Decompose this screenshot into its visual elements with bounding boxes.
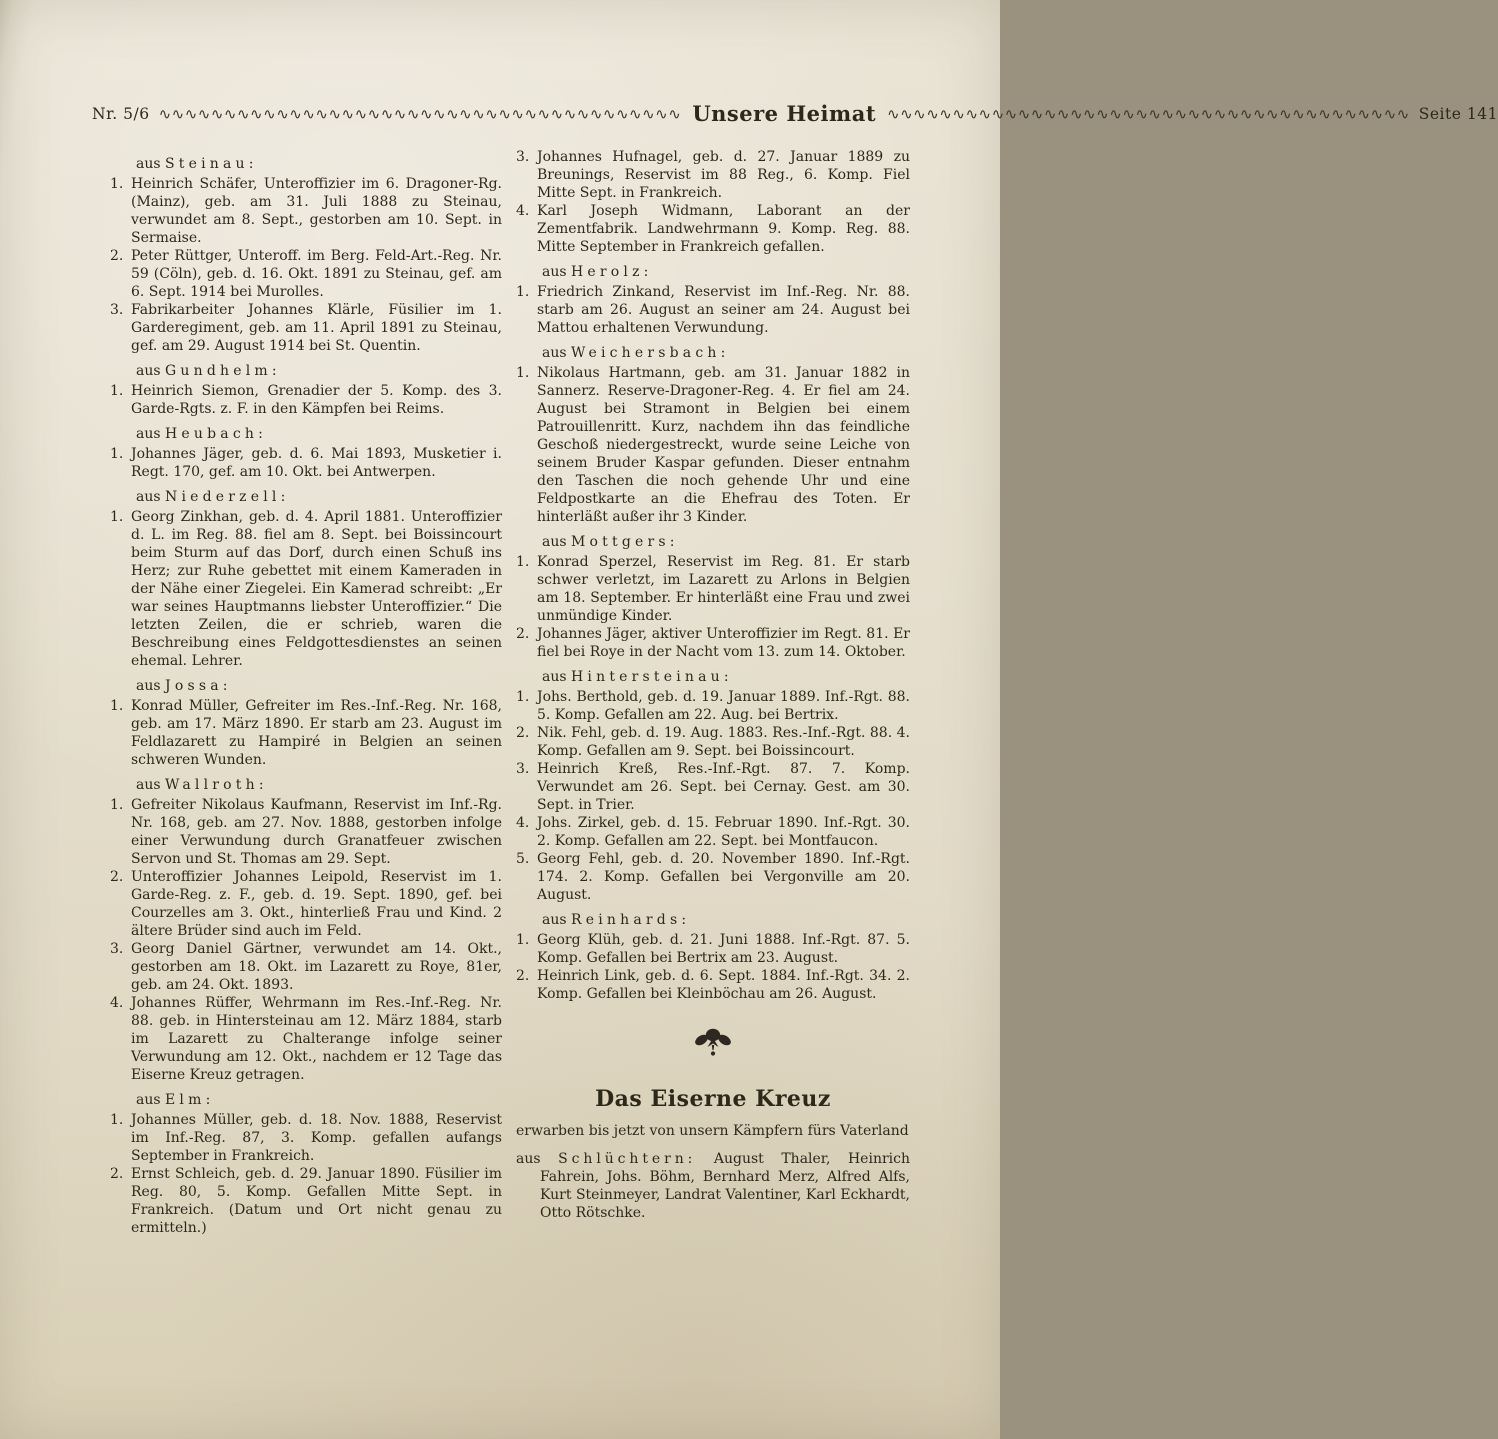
entry-text: Konrad Müller, Gefreiter im Res.-Inf.-Reg. Nr. 168, geb. am 17. März 1890. Er starb am 23. August im Feldlazarett zu Hampiré in Belgien an seinen schweren Wunden. (131, 698, 502, 768)
entry-number: 1. (516, 932, 530, 948)
section-heading-place: Herolz: (571, 264, 653, 280)
wave-ornament-left: ∿∿∿∿∿∿∿∿∿∿∿∿∿∿∿∿∿∿∿∿∿∿∿∿∿∿∿∿∿∿∿∿∿∿∿∿∿∿∿∿ (158, 105, 682, 123)
entry-text: Konrad Sperzel, Reservist im Reg. 81. Er starb schwer verletzt, im Lazarett zu Arlons in Belgien am 18. September. Er hinterläßt eine Frau und zwei unmündige Kinder. (537, 554, 910, 624)
recipients-prefix: aus (516, 1151, 541, 1167)
casualty-entry (110, 301, 502, 355)
section-heading (136, 1091, 502, 1109)
section-heading (542, 911, 910, 929)
entry-text: Peter Rüttger, Unteroff. im Berg. Feld-Art.-Reg. Nr. 59 (Cöln), geb. d. 16. Okt. 1891 zu Steinau, gef. am 6. Sept. 1914 bei Murolles. (131, 248, 502, 300)
section-heading-prefix: aus (542, 345, 567, 361)
fan-fleuron-icon (516, 1027, 910, 1064)
entry-number: 1. (110, 383, 124, 399)
casualty-entry (516, 724, 910, 760)
entry-number: 5. (516, 851, 530, 867)
right-text-column (516, 148, 910, 1222)
casualty-entry (516, 760, 910, 814)
entry-number: 1. (516, 554, 530, 570)
section-heading-place: Hintersteinau: (571, 669, 733, 685)
entry-number: 2. (110, 248, 124, 264)
section-heading-prefix: aus (136, 363, 161, 379)
casualty-entry (516, 625, 910, 661)
entry-number: 3. (110, 941, 124, 957)
entry-number: 1. (516, 689, 530, 705)
entry-text: Johannes Jäger, geb. d. 6. Mai 1893, Musketier i. Regt. 170, gef. am 10. Okt. bei Antwerpen. (131, 446, 502, 480)
recipients-place: Schlüchtern: (558, 1151, 697, 1167)
casualty-entry (516, 364, 910, 526)
entry-text: Friedrich Zinkand, Reservist im Inf.-Reg. Nr. 88. starb am 26. August an seiner am 24. August bei Mattou erhaltenen Verwundung. (537, 284, 910, 336)
section-heading-prefix: aus (542, 534, 567, 550)
entry-number: 1. (110, 1112, 124, 1128)
casualty-entry (110, 697, 502, 769)
casualty-entry (516, 553, 910, 625)
section-heading (136, 155, 502, 173)
section-heading (542, 668, 910, 686)
section-heading-prefix: aus (136, 777, 161, 793)
section-heading-prefix: aus (136, 678, 161, 694)
entry-text: Johs. Zirkel, geb. d. 15. Februar 1890. Inf.-Rgt. 30. 2. Komp. Gefallen am 22. Sept. bei Montfaucon. (537, 815, 910, 849)
entry-text: Heinrich Kreß, Res.-Inf.-Rgt. 87. 7. Komp. Verwundet am 26. Sept. bei Cernay. Gest. am 30. Sept. in Trier. (537, 761, 910, 813)
entry-text: Georg Daniel Gärtner, verwundet am 14. Okt., gestorben am 18. Okt. im Lazarett zu Roye, 81er, geb. am 24. Okt. 1893. (131, 941, 502, 993)
casualty-entry (516, 931, 910, 967)
entry-text: Johannes Jäger, aktiver Unteroffizier im Regt. 81. Er fiel bei Roye in der Nacht vom 13. zum 14. Oktober. (537, 626, 910, 660)
section-heading-prefix: aus (136, 1092, 161, 1108)
section-heading-prefix: aus (542, 912, 567, 928)
casualty-entry (110, 940, 502, 994)
entry-text: Nikolaus Hartmann, geb. am 31. Januar 1882 in Sannerz. Reserve-Dragoner-Reg. 4. Er fiel am 24. August bei Stramont in Belgien bei einem Patrouillenritt. Kurz, nachdem ihn das feindliche Geschoß niedergestreckt, wurde seine Leiche von seinem Bruder Kaspar gefunden. Dieser entnahm den Taschen die noch gehende Uhr und eine Feldpostkarte an die Ehefrau des Toten. Er hinterläßt außer ihr 3 Kinder. (537, 365, 910, 525)
section-heading-prefix: aus (136, 156, 161, 172)
casualty-entry (516, 148, 910, 202)
casualty-entry (110, 382, 502, 418)
section-heading-place: Wallroth: (165, 777, 268, 793)
section-heading-place: Steinau: (165, 156, 258, 172)
section-heading-prefix: aus (542, 264, 567, 280)
section-heading (542, 263, 910, 281)
entry-number: 2. (516, 968, 530, 984)
entry-text: Heinrich Siemon, Grenadier der 5. Komp. des 3. Garde-Rgts. z. F. in den Kämpfen bei Reims. (131, 383, 502, 417)
section-heading-place: Mottgers: (571, 534, 679, 550)
entry-text: Georg Klüh, geb. d. 21. Juni 1888. Inf.-Rgt. 87. 5. Komp. Gefallen bei Bertrix am 23. August. (537, 932, 910, 966)
journal-title: Unsere Heimat (692, 101, 877, 126)
entry-text: Johannes Müller, geb. d. 18. Nov. 1888, Reservist im Inf.-Reg. 87, 3. Komp. gefallen aufangs September in Frankreich. (131, 1112, 502, 1164)
casualty-entry (516, 202, 910, 256)
casualty-entry (516, 814, 910, 850)
page-number: Seite 141 (1418, 104, 1498, 123)
iron-cross-intro: erwarben bis jetzt von unsern Kämpfern fürs Vaterland (516, 1123, 909, 1139)
entry-text: Nik. Fehl, geb. d. 19. Aug. 1883. Res.-Inf.-Rgt. 88. 4. Komp. Gefallen am 9. Sept. bei Boissincourt. (537, 725, 910, 759)
section-heading-place: Elm: (165, 1092, 215, 1108)
wave-ornament-right: ∿∿∿∿∿∿∿∿∿∿∿∿∿∿∿∿∿∿∿∿∿∿∿∿∿∿∿∿∿∿∿∿∿∿∿∿∿∿∿∿ (887, 105, 1410, 123)
entry-text: Heinrich Link, geb. d. 6. Sept. 1884. Inf.-Rgt. 34. 2. Komp. Gefallen bei Kleinböchau am 26. August. (537, 968, 910, 1002)
section-heading (542, 533, 910, 551)
casualty-entry (110, 1165, 502, 1237)
section-heading (136, 362, 502, 380)
entry-text: Heinrich Schäfer, Unteroffizier im 6. Dragoner-Rg. (Mainz), geb. am 31. Juli 1888 zu Steinau, verwundet am 8. Sept., gestorben am 10. Sept. in Sermaise. (131, 176, 502, 246)
section-heading-place: Jossa: (165, 678, 232, 694)
entry-text: Johs. Berthold, geb. d. 19. Januar 1889. Inf.-Rgt. 88. 5. Komp. Gefallen am 22. Aug. bei Bertrix. (537, 689, 910, 723)
casualty-entry (110, 796, 502, 868)
issue-number: Nr. 5/6 (92, 104, 150, 123)
entry-text: Gefreiter Nikolaus Kaufmann, Reservist im Inf.-Rg. Nr. 168, geb. am 27. Nov. 1888, gestorben infolge einer Verwundung durch Granatfeuer zwischen Servon und St. Thomas am 29. Sept. (131, 797, 502, 867)
entry-text: Johannes Hufnagel, geb. d. 27. Januar 1889 zu Breunings, Reservist im 88 Reg., 6. Komp. Fiel Mitte Sept. in Frankreich. (537, 149, 910, 201)
section-heading-prefix: aus (136, 426, 161, 442)
page-header (92, 101, 1498, 126)
entry-text: Georg Zinkhan, geb. d. 4. April 1881. Unteroffizier d. L. im Reg. 88. fiel am 8. Sept. bei Boissincourt beim Sturm auf das Dorf, durch einen Schuß ins Herz; zur Ruhe gebettet mit einem Kameraden in der Nähe einer Ziegelei. Ein Kamerad schreibt: „Er war seines Hauptmanns liebster Unteroffizier.“ Die letzten Zeilen, die er schrieb, waren die Beschreibung eines Feldgottesdienstes an seinen ehemal. Lehrer. (131, 509, 502, 669)
casualty-entry (516, 967, 910, 1003)
entry-number: 4. (110, 995, 124, 1011)
casualty-entry (110, 175, 502, 247)
casualty-entry (110, 508, 502, 670)
entry-number: 1. (110, 509, 124, 525)
entry-text: Fabrikarbeiter Johannes Klärle, Füsilier im 1. Garderegiment, geb. am 11. April 1891 zu Steinau, gef. am 29. August 1914 bei St. Quentin. (131, 302, 502, 354)
section-heading (136, 776, 502, 794)
section-heading-place: Niederzell: (165, 489, 290, 505)
entry-number: 1. (516, 365, 530, 381)
casualty-entry (516, 688, 910, 724)
entry-number: 1. (110, 176, 124, 192)
section-heading-place: Gundhelm: (165, 363, 281, 379)
entry-text: Johannes Rüffer, Wehrmann im Res.-Inf.-Reg. Nr. 88. geb. in Hintersteinau am 12. März 1884, starb im Lazarett zu Chalterange infolge seiner Verwundung am 12. Okt., nachdem er 12 Tage das Eiserne Kreuz getragen. (131, 995, 502, 1083)
entry-number: 4. (516, 203, 530, 219)
entry-text: Ernst Schleich, geb. d. 29. Januar 1890. Füsilier im Reg. 80, 5. Komp. Gefallen Mitte Sept. in Frankreich. (Datum und Ort nicht genau zu ermitteln.) (131, 1166, 502, 1236)
section-heading-place: Heubach: (165, 426, 268, 442)
section-heading-prefix: aus (542, 669, 567, 685)
entry-number: 3. (516, 149, 530, 165)
entry-number: 3. (516, 761, 530, 777)
section-heading-place: Weichersbach: (571, 345, 730, 361)
casualty-entry (110, 1111, 502, 1165)
casualty-entry (110, 445, 502, 481)
casualty-entry (516, 283, 910, 337)
section-heading (136, 488, 502, 506)
entry-text: Georg Fehl, geb. d. 20. November 1890. Inf.-Rgt. 174. 2. Komp. Gefallen bei Vergonville am 20. August. (537, 851, 910, 903)
section-heading (136, 425, 502, 443)
entry-number: 2. (110, 869, 124, 885)
casualty-entry (110, 994, 502, 1084)
left-text-column (110, 148, 502, 1237)
section-heading-prefix: aus (136, 489, 161, 505)
iron-cross-title: Das Eiserne Kreuz (595, 1086, 831, 1112)
entry-text: Karl Joseph Widmann, Laborant an der Zementfabrik. Landwehrmann 9. Komp. Reg. 88. Mitte September in Frankreich gefallen. (537, 203, 910, 255)
entry-number: 2. (516, 725, 530, 741)
entry-number: 1. (110, 446, 124, 462)
section-heading-place: Reinhards: (571, 912, 691, 928)
iron-cross-recipients (516, 1150, 910, 1222)
entry-number: 4. (516, 815, 530, 831)
entry-number: 1. (110, 698, 124, 714)
section-heading (542, 344, 910, 362)
entry-number: 1. (110, 797, 124, 813)
casualty-entry (110, 868, 502, 940)
recipients-names: August Thaler, Heinrich Fahrein, Johs. Böhm, Bernhard Merz, Alfred Alfs, Kurt Steinmeyer, Landrat Valentiner, Karl Eckhardt, Otto Rötschke. (540, 1151, 910, 1221)
entry-text: Unteroffizier Johannes Leipold, Reservist im 1. Garde-Reg. z. F., geb. d. 19. Sept. 1890, gef. bei Courzelles am 3. Okt., hinterließ Frau und Kind. 2 ältere Brüder sind auch im Feld. (131, 869, 502, 939)
casualty-entry (516, 850, 910, 904)
entry-number: 3. (110, 302, 124, 318)
entry-number: 2. (516, 626, 530, 642)
casualty-entry (110, 247, 502, 301)
section-heading (136, 677, 502, 695)
entry-number: 1. (516, 284, 530, 300)
entry-number: 2. (110, 1166, 124, 1182)
